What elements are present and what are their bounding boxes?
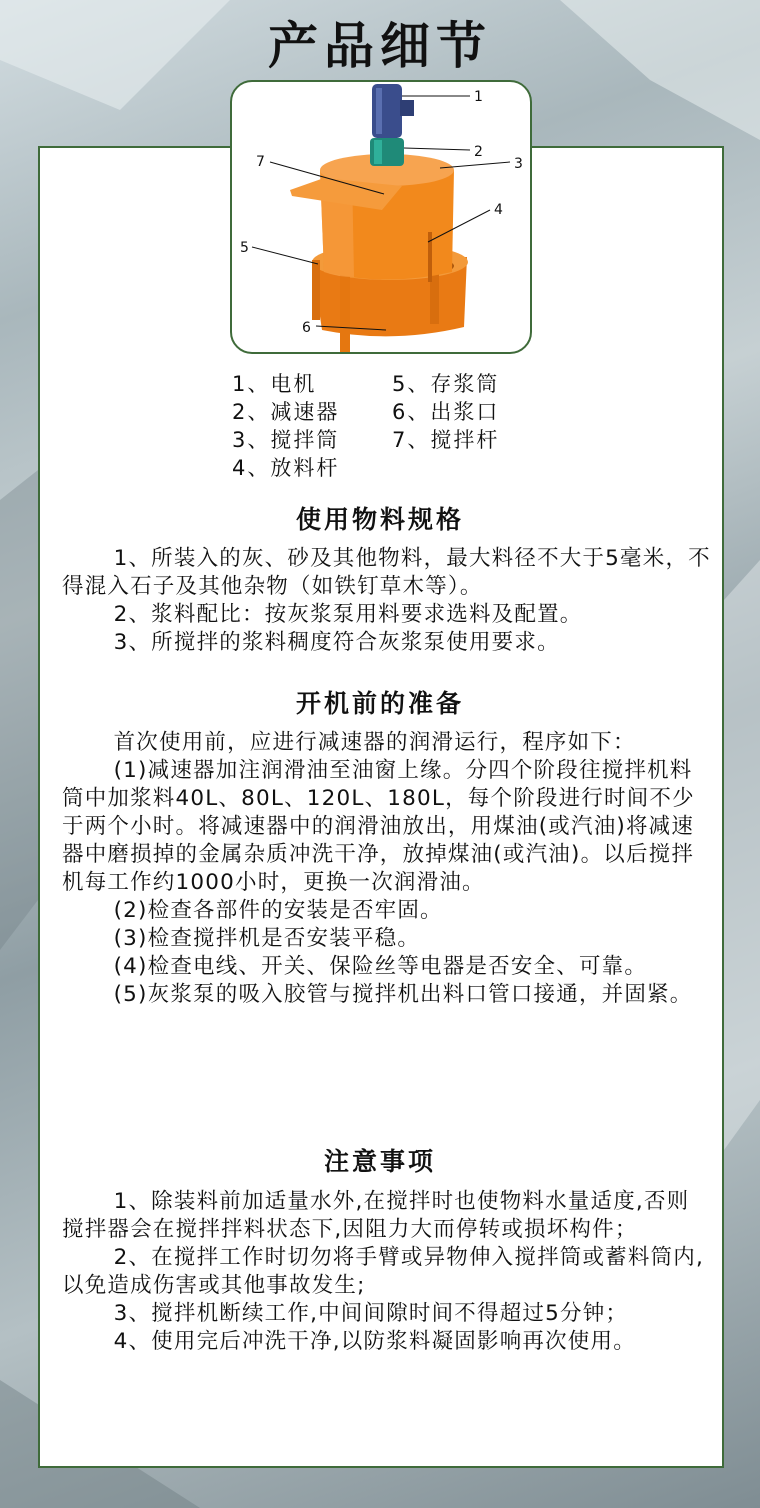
prep-text — [62, 729, 712, 1009]
product-photo-frame — [230, 80, 532, 354]
parts-list — [232, 370, 552, 482]
materials-paragraph: 2、浆料配比：按灰浆泵用料要求选料及配置。 — [113, 602, 583, 627]
notes-paragraph: 3、搅拌机断续工作,中间间隙时间不得超过5分钟； — [113, 1301, 629, 1326]
part-item: 2、减速器 — [232, 400, 340, 424]
callout-1: 1 — [474, 89, 483, 105]
part-item: 3、搅拌筒 — [232, 428, 340, 452]
discharge-rod — [428, 232, 432, 282]
leg-front — [340, 272, 350, 354]
part-item: 1、电机 — [232, 372, 317, 396]
callout-2: 2 — [474, 144, 483, 160]
callout-3: 3 — [514, 156, 523, 172]
prep-paragraph: (3)检查搅拌机是否安装平稳。 — [113, 926, 421, 951]
materials-text — [62, 545, 712, 657]
callout-4: 4 — [494, 202, 503, 218]
page-title: 产品细节 — [268, 17, 492, 75]
materials-heading: 使用物料规格 — [295, 505, 464, 534]
callout-6: 6 — [302, 320, 311, 336]
prep-heading: 开机前的准备 — [295, 689, 464, 718]
notes-paragraph: 4、使用完后冲洗干净,以防浆料凝固影响再次使用。 — [113, 1329, 636, 1354]
part-item: 4、放料杆 — [232, 456, 340, 480]
part-item: 6、出浆口 — [392, 400, 500, 424]
part-item: 5、存浆筒 — [392, 372, 500, 396]
materials-paragraph: 1、所装入的灰、砂及其他物料，最大料径不大于5毫米，不得混入石子及其他杂物（如铁钉草木等）。 — [62, 546, 711, 599]
notes-paragraph: 1、除装料前加适量水外,在搅拌时也使物料水量适度,否则搅拌器会在搅拌拌料状态下,因阻力大而停转或损坏构件； — [62, 1189, 690, 1242]
prep-paragraph: (1)减速器加注润滑油至油窗上缘。分四个阶段往搅拌机料筒中加浆料40L、80L、120L、180L，每个阶段进行时间不少于两个小时。将减速器中的润滑油放出，用煤油(或汽油)将减速器中磨损掉的金属杂质冲洗干净，放掉煤油(或汽油)。以后搅拌机每工作约1000小时，更换一次润滑油。 — [62, 758, 695, 895]
notes-text — [62, 1188, 712, 1356]
callout-5: 5 — [240, 240, 249, 256]
prep-paragraph: (4)检查电线、开关、保险丝等电器是否安全、可靠。 — [113, 954, 648, 979]
notes-heading: 注意事项 — [323, 1147, 436, 1176]
prep-paragraph: (5)灰浆泵的吸入胶管与搅拌机出料口管口接通，并固紧。 — [113, 982, 693, 1007]
prep-paragraph: (2)检查各部件的安装是否牢固。 — [113, 898, 443, 923]
notes-paragraph: 2、在搅拌工作时切勿将手臂或异物伸入搅拌筒或蓄料筒内,以免造成伤害或其他事故发生; — [62, 1245, 705, 1298]
callout-7: 7 — [256, 154, 265, 170]
part-item: 7、搅拌杆 — [392, 428, 500, 452]
materials-paragraph: 3、所搅拌的浆料稠度符合灰浆泵使用要求。 — [113, 630, 560, 655]
mixer-diagram — [232, 82, 532, 354]
prep-paragraph: 首次使用前，应进行减速器的润滑运行，程序如下： — [113, 730, 636, 755]
